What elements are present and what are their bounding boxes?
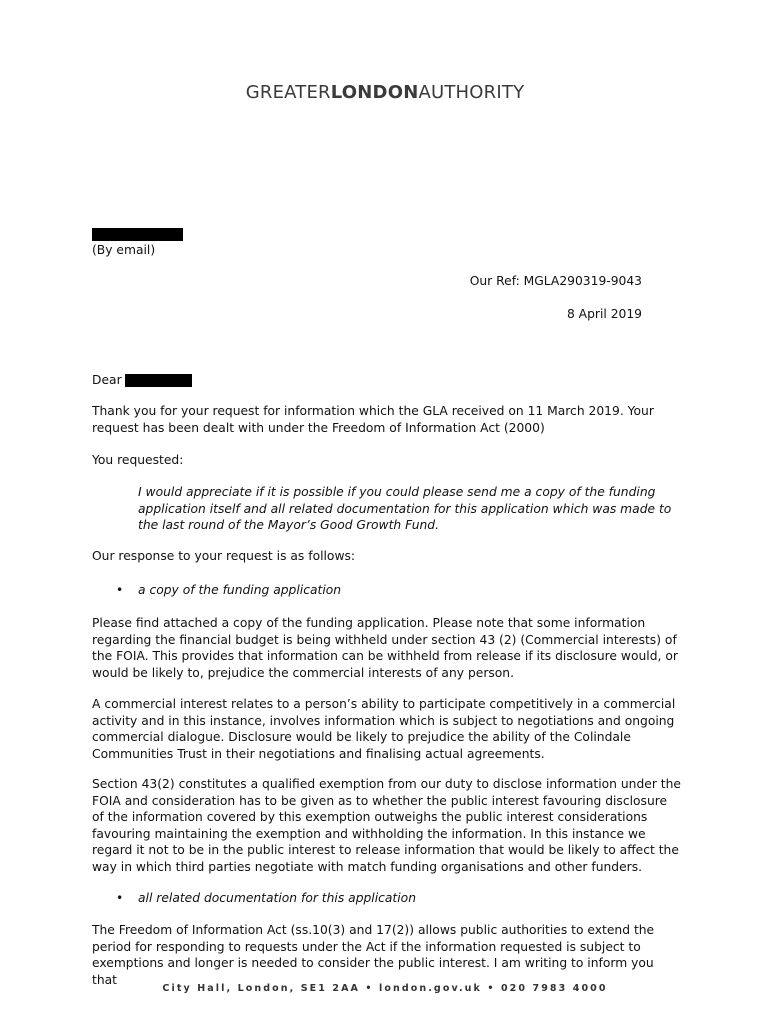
- gla-logo: [0, 82, 770, 103]
- bullet-related-documentation: all related documentation for this application: [138, 891, 416, 905]
- logo-text-greater: GREATER: [245, 82, 331, 103]
- letter-date: 8 April 2019: [566, 307, 642, 321]
- salutation: [92, 372, 192, 389]
- logo-text-authority: AUTHORITY: [418, 82, 525, 103]
- our-reference: Our Ref: MGLA290319-9043: [469, 274, 642, 288]
- bullet-funding-application: a copy of the funding application: [138, 583, 342, 597]
- delivery-method: (By email): [92, 243, 156, 257]
- bullet-dot-icon: •: [116, 583, 124, 597]
- commercial-interest-paragraph: A commercial interest relates to a person’s ability to participate competitively in a commercial activity and in this instance, involves information which is subject to negotiations and ongoing commercial dialogue. Disclosure would be likely to prejudice the ability of the Colindale Communities Trust in their negotiations and finalising actual agreements.: [92, 697, 676, 761]
- extension-paragraph: The Freedom of Information Act (ss.10(3) and 17(2)) allows public authorities to extend the period for responding to requests under the Act if the information requested is subject to exemptions and longer is needed to consider the public interest. I am writing to inform you that: [92, 923, 655, 987]
- recipient-name-redaction: [92, 228, 183, 241]
- funding-paragraph: Please find attached a copy of the funding application. Please note that some information regarding the financial budget is being withheld under section 43 (2) (Commercial interests) of the FOIA. This provides that information can be withheld from release if its disclosure would, or would be likely to, prejudice the commercial interests of any person.: [92, 616, 678, 680]
- salutation-text: Dear: [92, 373, 122, 387]
- footer-address: City Hall, London, SE1 2AA • london.gov.uk • 020 7983 4000: [162, 983, 608, 994]
- section-43-paragraph: Section 43(2) constitutes a qualified exemption from our duty to disclose information under the FOIA and consideration has to be given as to whether the public interest favouring disclosure of the information covered by this exemption outweighs the public interest considerations favouring maintaining the exemption and withholding the information. In this instance we regard it not to be in the public interest to release information that would be likely to affect the way in which third parties negotiate with match funding organisations and other funders.: [92, 777, 681, 874]
- intro-paragraph: Thank you for your request for information which the GLA received on 11 March 2019. Your request has been dealt with under the Freedom of Information Act (2000): [92, 404, 654, 435]
- you-requested-label: You requested:: [92, 453, 184, 467]
- bullet-dot-icon: •: [116, 891, 124, 905]
- logo-text-london: LONDON: [330, 82, 419, 103]
- salutation-name-redaction: [125, 374, 192, 387]
- response-intro: Our response to your request is as follows:: [92, 549, 356, 563]
- request-quote: I would appreciate if it is possible if you could please send me a copy of the funding application itself and all related documentation for this application which was made to the last round of the Mayor’s Good Growth Fund.: [138, 485, 672, 532]
